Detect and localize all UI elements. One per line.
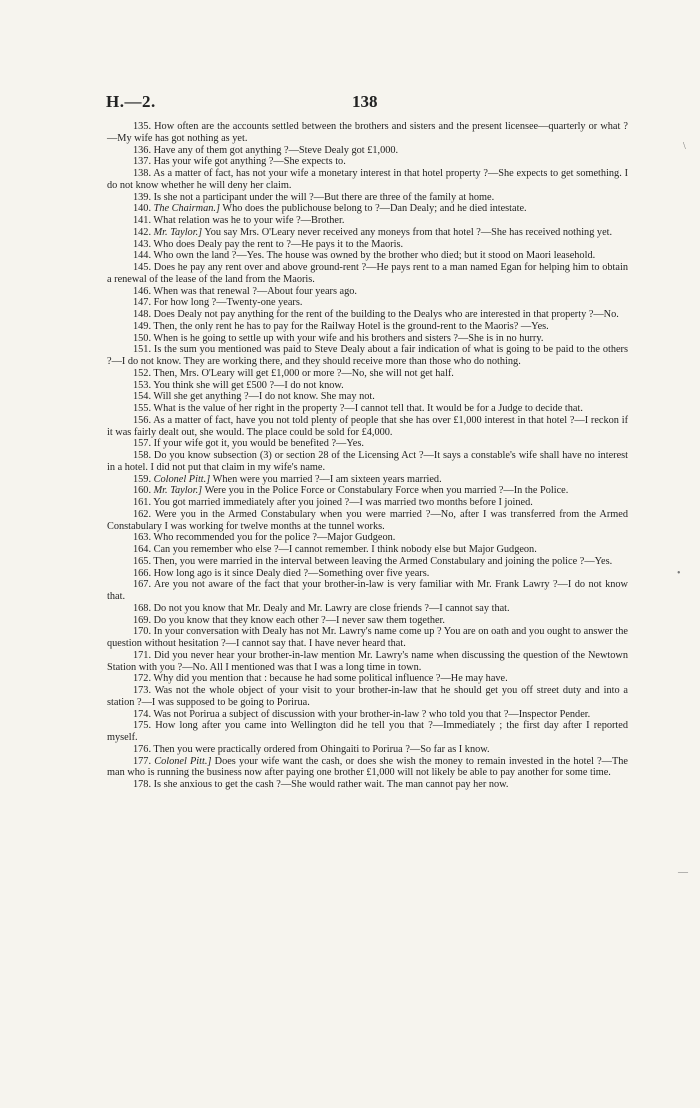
paragraph-text: Will she get anything ?—I do not know. She may not. bbox=[153, 391, 375, 403]
paragraph-text: As a matter of fact, has not your wife a monetary interest in that hotel property ?—She expects to get something. I do not know whether he will deny her claim. bbox=[107, 168, 628, 191]
paragraph-number: 174. bbox=[133, 708, 152, 720]
paragraph-text: Why did you mention that : because he had some political influence ?—He may have. bbox=[153, 673, 508, 685]
testimony-paragraph bbox=[107, 333, 628, 345]
paragraph-text: Does he pay any rent over and above ground-rent ?—He pays rent to a man named Egan for helping him to obtain a renewal of the lease of the land from the Maoris. bbox=[107, 262, 628, 285]
paragraph-text: Are you not aware of the fact that your brother-in-law is very familiar with Mr. Frank Lawry ?—I do not know that. bbox=[107, 579, 628, 602]
paragraph-text: Is she not a participant under the will ?—But there are three of the family at home. bbox=[153, 191, 495, 203]
speaker-label: Colonel Pitt.] bbox=[153, 473, 211, 485]
testimony-paragraph bbox=[107, 615, 628, 627]
paragraph-text: How often are the accounts settled between the brothers and sisters and the present licensee—quarterly or what ?—My wife has got nothing as yet. bbox=[107, 121, 628, 144]
testimony-paragraph bbox=[107, 450, 628, 474]
paragraph-number: 155. bbox=[133, 403, 152, 414]
paragraph-text: You think she will get £500 ?—I do not know. bbox=[153, 379, 344, 391]
paragraph-number: 142. bbox=[133, 226, 152, 238]
speaker-label: Mr. Taylor.] bbox=[153, 226, 203, 238]
paragraph-number: 167. bbox=[133, 579, 152, 591]
testimony-paragraph bbox=[107, 544, 628, 556]
page-header bbox=[106, 92, 626, 114]
paragraph-number: 161. bbox=[133, 497, 152, 508]
testimony-paragraph bbox=[107, 203, 628, 215]
testimony-paragraph bbox=[107, 380, 628, 392]
paragraph-text: Were you in the Armed Constabulary when you were married ?—No, after I was transferred from the Armed Constabulary I was working for twelve months at the tunnel works. bbox=[107, 508, 628, 532]
paragraph-number: 144. bbox=[133, 250, 152, 262]
paragraph-text: Do you know subsection (3) or section 28 of the Licensing Act ?—It says a constable's wife shall have no interest in a hotel. I did not put that claim in my wife's name. bbox=[107, 450, 629, 473]
paragraph-text: Do you know that they know each other ?—I never saw them together. bbox=[153, 614, 445, 626]
testimony-paragraph bbox=[107, 485, 628, 497]
paragraph-number: 177. bbox=[133, 755, 152, 767]
paragraph-number: 166. bbox=[133, 567, 152, 579]
testimony-paragraph bbox=[107, 192, 628, 204]
paragraph-number: 139. bbox=[133, 191, 152, 203]
paragraph-number: 147. bbox=[133, 297, 152, 309]
paragraph-text: In your conversation with Dealy has not Mr. Lawry's name come up ? You are on oath and you ought to answer the question without hesitation ?—I cannot say that. I have never heard that. bbox=[107, 626, 628, 649]
paragraph-number: 172. bbox=[133, 673, 152, 685]
testimony-paragraph bbox=[107, 685, 628, 709]
paragraph-number: 158. bbox=[133, 450, 152, 461]
paragraph-text: Was not the whole object of your visit to your brother-in-law that he should get you off street duty and into a station ?—I was supposed to be going to Porirua. bbox=[107, 685, 628, 708]
testimony-paragraph bbox=[107, 568, 628, 580]
paragraph-number: 169. bbox=[133, 614, 152, 626]
testimony-paragraph bbox=[107, 709, 628, 721]
testimony-paragraph bbox=[107, 438, 628, 450]
paragraph-number: 153. bbox=[133, 379, 152, 391]
testimony-paragraph bbox=[107, 215, 628, 227]
testimony-paragraph bbox=[107, 474, 628, 486]
paragraph-number: 168. bbox=[133, 602, 152, 614]
paragraph-number: 165. bbox=[133, 555, 152, 567]
paragraph-text: Who does the publichouse belong to ?—Dan Dealy; and he died intestate. bbox=[222, 203, 527, 215]
paragraph-text: How long after you came into Wellington did he tell you that ?—Immediately ; the first day after I reported myself. bbox=[107, 720, 628, 743]
paragraph-text: How long ago is it since Dealy died ?—Something over five years. bbox=[153, 567, 430, 579]
paragraph-text: What is the value of her right in the property ?—I cannot tell that. It would be for a Judge to decide that. bbox=[153, 403, 583, 414]
testimony-paragraph bbox=[107, 121, 628, 145]
paragraph-number: 145. bbox=[133, 262, 152, 273]
paragraph-text: You got married immediately after you joined ?—I was married two months before I joined. bbox=[153, 497, 533, 508]
paragraph-text: Has your wife got anything ?—She expects to. bbox=[153, 156, 346, 168]
paragraph-number: 176. bbox=[133, 743, 152, 755]
paragraph-number: 157. bbox=[133, 438, 152, 450]
testimony-paragraph bbox=[107, 579, 628, 603]
paragraph-number: 137. bbox=[133, 156, 152, 168]
testimony-paragraph bbox=[107, 403, 628, 415]
paragraph-number: 164. bbox=[133, 544, 152, 555]
paragraph-text: For how long ?—Twenty-one years. bbox=[153, 297, 303, 309]
paragraph-number: 143. bbox=[133, 238, 152, 250]
paragraph-number: 178. bbox=[133, 779, 152, 790]
margin-mark: • bbox=[677, 568, 681, 579]
paragraph-number: 136. bbox=[133, 144, 152, 156]
testimony-paragraph bbox=[107, 239, 628, 251]
paragraph-text: When is he going to settle up with your wife and his brothers and sisters ?—She is in no hurry. bbox=[153, 332, 544, 344]
paragraph-text: Does Dealy not pay anything for the rent of the building to the Dealys who are interested in that property ?—No. bbox=[153, 309, 619, 320]
paragraph-text: Then, the only rent he has to pay for the Railway Hotel is the ground-rent to the Maoris? —Yes. bbox=[153, 320, 549, 332]
paragraph-number: 138. bbox=[133, 168, 152, 179]
testimony-paragraph bbox=[107, 497, 628, 509]
paragraph-text: When were you married ?—I am sixteen years married. bbox=[212, 473, 442, 485]
paragraph-number: 170. bbox=[133, 626, 152, 638]
paragraph-text: If your wife got it, you would be benefited ?—Yes. bbox=[153, 438, 364, 450]
paragraph-text: When was that renewal ?—About four years ago. bbox=[153, 285, 357, 297]
paragraph-number: 151. bbox=[133, 344, 152, 356]
paragraph-text: Do not you know that Mr. Dealy and Mr. Lawry are close friends ?—I cannot say that. bbox=[153, 602, 510, 614]
testimony-paragraph bbox=[107, 744, 628, 756]
testimony-paragraph bbox=[107, 779, 628, 791]
paragraph-number: 163. bbox=[133, 532, 152, 544]
testimony-paragraph bbox=[107, 415, 628, 439]
testimony-paragraph bbox=[107, 720, 628, 744]
paragraph-text: Can you remember who else ?—I cannot remember. I think nobody else but Major Gudgeon. bbox=[153, 544, 537, 555]
page-number: 138 bbox=[352, 92, 378, 111]
paragraph-number: 146. bbox=[133, 285, 152, 297]
paragraph-text: Then, Mrs. O'Leary will get £1,000 or more ?—No, she will not get half. bbox=[153, 367, 454, 379]
testimony-paragraph bbox=[107, 673, 628, 685]
paragraph-text: As a matter of fact, have you not told plenty of people that she has over £1,000 interest in that hotel ?—I reckon if it was fairly dealt out, she would. The place could be sold for £4,000. bbox=[107, 414, 628, 438]
testimony-paragraph bbox=[107, 603, 628, 615]
paragraph-text: Who own the land ?—Yes. The house was owned by the brother who died; but it stood on Maori leasehold. bbox=[153, 250, 596, 262]
testimony-paragraph bbox=[107, 250, 628, 262]
paragraph-text: Is she anxious to get the cash ?—She would rather wait. The man cannot pay her now. bbox=[153, 779, 509, 790]
speaker-label: Mr. Taylor.] bbox=[153, 485, 203, 497]
paragraph-text: Did you never hear your brother-in-law mention Mr. Lawry's name when discussing the question of the Newtown Station with you ?—No. All I mentioned was that I was a long time in town. bbox=[107, 649, 629, 673]
margin-mark: — bbox=[678, 867, 688, 878]
margin-mark: \ bbox=[683, 141, 686, 152]
paragraph-text: Was not Porirua a subject of discussion with your brother-in-law ? who told you that ?—Inspector Pender. bbox=[153, 708, 591, 720]
paragraph-text: Who does Dealy pay the rent to ?—He pays it to the Maoris. bbox=[153, 238, 404, 250]
testimony-paragraph bbox=[107, 309, 628, 321]
testimony-paragraph bbox=[107, 321, 628, 333]
speaker-label: The Chairman.] bbox=[153, 203, 220, 215]
paragraph-text: Then, you were married in the interval between leaving the Armed Constabulary and joining the police ?—Yes. bbox=[153, 555, 613, 567]
paragraph-number: 152. bbox=[133, 367, 152, 379]
paragraph-text: Have any of them got anything ?—Steve Dealy got £1,000. bbox=[153, 144, 399, 156]
testimony-paragraph bbox=[107, 262, 628, 286]
testimony-paragraph bbox=[107, 344, 628, 368]
paragraph-number: 175. bbox=[133, 720, 152, 732]
paragraph-number: 140. bbox=[133, 203, 152, 215]
paragraph-number: 156. bbox=[133, 414, 152, 426]
paragraph-text: You say Mrs. O'Leary never received any moneys from that hotel ?—She has received nothing yet. bbox=[204, 226, 613, 238]
paragraph-text: Then you were practically ordered from Ohingaiti to Porirua ?—So far as I know. bbox=[153, 743, 490, 755]
paragraph-number: 150. bbox=[133, 332, 152, 344]
paragraph-number: 141. bbox=[133, 215, 152, 226]
paragraph-text: Who recommended you for the police ?—Major Gudgeon. bbox=[153, 532, 396, 544]
paragraph-number: 160. bbox=[133, 485, 152, 497]
speaker-label: Colonel Pitt.] bbox=[154, 755, 212, 767]
testimony-paragraph bbox=[107, 532, 628, 544]
paragraph-number: 149. bbox=[133, 320, 152, 332]
paragraph-text: Does your wife want the cash, or does she wish the money to remain invested in the hotel ?—The man who is running the business now after paying one brother £1,000 will not likely be able to pay another for some time. bbox=[107, 755, 628, 779]
testimony-paragraph bbox=[107, 286, 628, 298]
paragraph-text: Is the sum you mentioned was paid to Steve Dealy about a fair indication of what is going to be paid to the others ?—I do not know. They are working there, and they should receive more than those who do nothing. bbox=[107, 344, 628, 367]
testimony-paragraph bbox=[107, 156, 628, 168]
paragraph-number: 162. bbox=[133, 508, 152, 520]
testimony-paragraph bbox=[107, 756, 628, 780]
testimony-paragraph bbox=[107, 650, 628, 674]
paragraph-text: What relation was he to your wife ?—Brother. bbox=[153, 215, 345, 226]
testimony-paragraph bbox=[107, 556, 628, 568]
document-reference: H.—2. bbox=[106, 92, 156, 111]
testimony-paragraph bbox=[107, 145, 628, 157]
paragraph-number: 159. bbox=[133, 473, 152, 485]
testimony-paragraph bbox=[107, 168, 628, 192]
paragraph-text: Were you in the Police Force or Constabulary Force when you married ?—In the Police. bbox=[204, 485, 569, 497]
testimony-body bbox=[107, 121, 628, 791]
testimony-paragraph bbox=[107, 368, 628, 380]
testimony-paragraph bbox=[107, 297, 628, 309]
testimony-paragraph bbox=[107, 509, 628, 533]
paragraph-number: 171. bbox=[133, 649, 152, 661]
testimony-paragraph bbox=[107, 227, 628, 239]
testimony-paragraph bbox=[107, 626, 628, 650]
paragraph-number: 135. bbox=[133, 121, 152, 132]
paragraph-number: 148. bbox=[133, 309, 152, 320]
testimony-paragraph bbox=[107, 391, 628, 403]
paragraph-number: 154. bbox=[133, 391, 152, 403]
paragraph-number: 173. bbox=[133, 685, 152, 696]
